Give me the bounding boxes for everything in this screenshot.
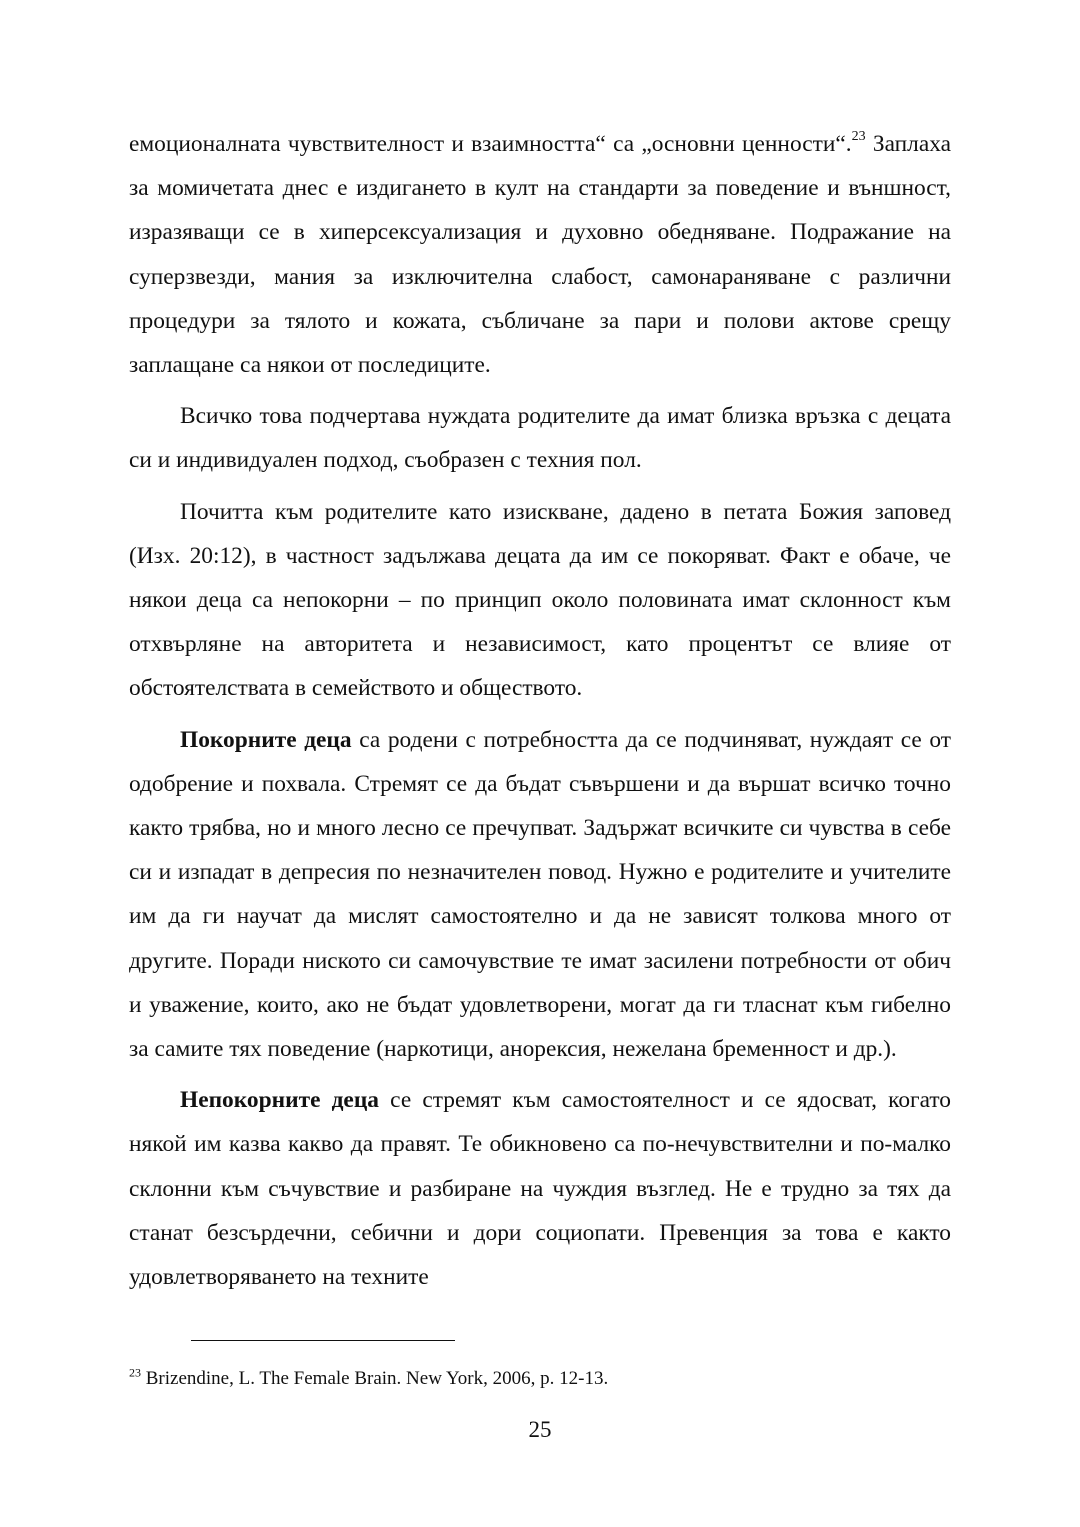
paragraph-3: Почитта към родителите като изискване, дадено в петата Божия заповед (Изх. 20:12), в частност задължава децата да им се покоряват. Факт е обаче, че някои деца са непокорни – по принцип около половината имат склонност към отхвърляне на авторитета и независимост, като процентът се влияе от обстоятелствата в семейството и обществото. (129, 498, 951, 702)
paragraph-5-bold-term: Непокорните деца (180, 1087, 379, 1114)
footnote (129, 1366, 951, 1392)
main-text (129, 122, 951, 1299)
paragraph-1-text-end: Заплаха за момичетата днес е издигането в култ на стандарти за поведение и външност, изразяващи се в хиперсексуализация и духовно обедняване. Подражание на суперзвезди, мания за изключителна слабост, самонараняване с различни процедури за тялото и кожата, събличане за пари и полови актове срещу заплащане са някои от последиците. (129, 131, 951, 379)
footnote-reference[interactable]: 23 (851, 129, 866, 145)
paragraph-5 (129, 1078, 951, 1299)
paragraph-5-text: се стремят към самостоятелност и се ядосват, когато някой им казва какво да правят. Те обикновено са по-нечувствителни и по-малко склонни към съчувствие и разбиране на чуждия възглед. Не е трудно за тях да станат безсърдечни, себични и дори социопати. Превенция за това е както удовлетворяването на техните (129, 1087, 951, 1291)
page-number: 25 (528, 1417, 552, 1442)
footnote-text: Brizendine, L. The Female Brain. New York, 2006, p. 12-13. (141, 1368, 609, 1389)
paragraph-4-bold-term: Покорните деца (180, 726, 352, 753)
paragraph-4 (129, 718, 951, 1072)
footnote-separator (191, 1340, 455, 1341)
paragraph-1 (129, 122, 951, 387)
paragraph-4-text: са родени с потребността да се подчиняват, нуждаят се от одобрение и похвала. Стремят се да бъдат съвършени и да вършат всичко точно както трябва, но и много лесно се пречупват. Задържат всичките си чувства в себе си и изпадат в депресия по незначителен повод. Нужно е родителите и учителите им да ги научат да мислят самостоятелно и да не зависят толкова много от другите. Поради ниското си самочувствие те имат засилени потребности от обич и уважение, които, ако не бъдат удовлетворени, могат да ги тласнат към гибелно за самите тях поведение (наркотици, анорексия, нежелана бременност и др.). (129, 726, 951, 1063)
footnote-number: 23 (129, 1365, 141, 1380)
paragraph-1-text-start: емоционалната чувствителност и взаимността“ са „основни ценности“. (129, 131, 852, 157)
paragraph-2: Всичко това подчертава нуждата родителите да имат близка връзка с децата си и индивидуален подход, съобразен с техния пол. (129, 403, 951, 474)
